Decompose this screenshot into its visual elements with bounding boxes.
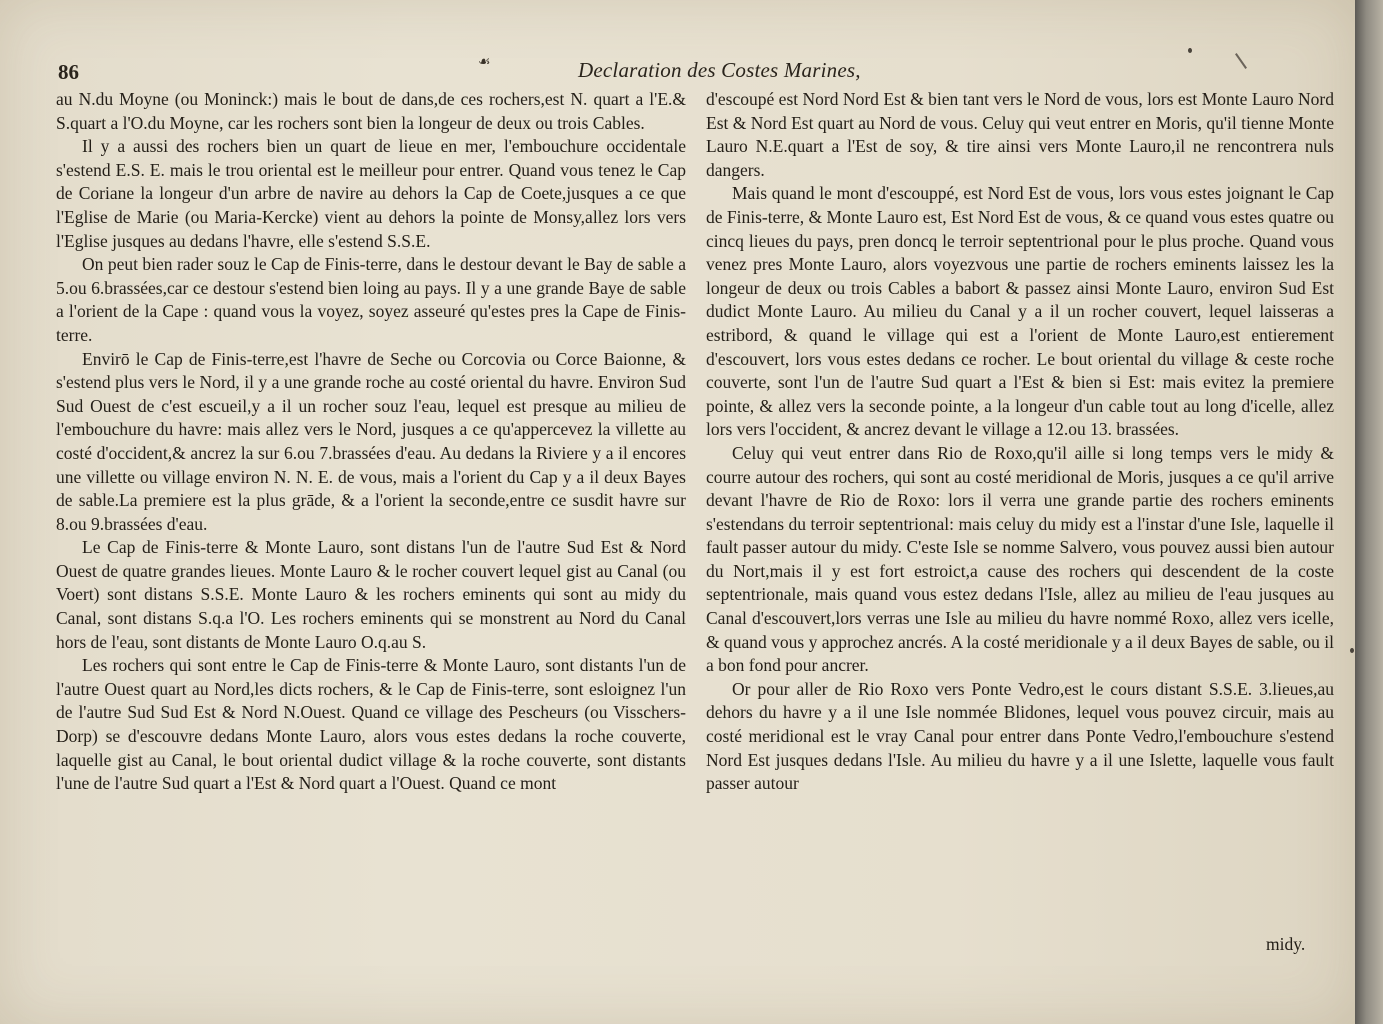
catchword: midy. xyxy=(1266,934,1306,954)
ornament-icon: ☙ xyxy=(478,54,491,70)
paragraph: Le Cap de Finis-terre & Monte Lauro, sont distans l'un de l'autre Sud Est & Nord Ouest de quatre grandes lieues. Monte Lauro & le rocher couvert lequel gist au Canal (ou Voert) sont distans S.S.E. Monte Lauro & les rochers eminents qui sont au midy du Canal, sont distans S.q.a l'O. Les rochers eminents qui se monstrent au Nord du Canal hors de l'eau, sont distants de Monte Lauro O.q.au S. xyxy=(56,537,686,652)
paragraph: d'escoupé est Nord Nord Est & bien tant vers le Nord de vous, lors est Monte Lauro Nord Est & Nord Est quart au Nord de vous. Celuy qui veut entrer en Moris, qu'il tienne Monte Lauro N.E.quart a l'Est de soy, & tire ainsi vers Monte Lauro,il ne rencontrera nuls dangers. xyxy=(706,89,1334,180)
paragraph: On peut bien rader souz le Cap de Finis-terre, dans le destour devant le Bay de sable a 5.ou 6.brassées,car ce destour s'estend bien loing au pays. Il y a une grande Baye de sable a l'orient de la Cape : quand vous la voyez, soyez asseuré qu'estes pres la Cape de Finis-terre. xyxy=(56,254,686,345)
ink-spot-icon xyxy=(1188,48,1192,53)
paragraph: au N.du Moyne (ou Moninck:) mais le bout de dans,de ces rochers,est N. quart a l'E.& S.quart a l'O.du Moyne, car les rochers sont bien la longeur de deux ou trois Cables. xyxy=(56,89,686,133)
ink-spot-icon xyxy=(1350,648,1354,653)
left-text-column xyxy=(56,88,686,796)
running-title: Declaration des Costes Marines, xyxy=(578,58,861,82)
paragraph: Envirō le Cap de Finis-terre,est l'havre de Seche ou Corcovia ou Corce Baionne, & s'estend plus vers le Nord, il y a une grande roche au costé oriental du havre. Environ Sud Sud Ouest de c'est escueil,y a il un rocher souz l'eau, lequel est presque au milieu de l'embouchure du havre: mais allez vers le Nord, jusques a ce qu'appercevez la villette au costé d'occident,& ancrez la sur 6.ou 7.brassées d'eau. Au dedans la Riviere y a il encores une villette ou village environ N. N. E. de vous, mais a l'orient du Cap y a il deux Bayes de sable.La premiere est la plus grāde, & a l'orient la seconde,entre ce susdit havre sur 8.ou 9.brassées d'eau. xyxy=(56,348,686,534)
right-text-column xyxy=(706,88,1334,796)
page-header xyxy=(0,52,1355,86)
page-number: 86 xyxy=(58,60,79,84)
paragraph: Les rochers qui sont entre le Cap de Finis-terre & Monte Lauro, sont distants l'un de l'autre Ouest quart au Nord,les dicts rochers, & le Cap de Finis-terre, sont esloignez l'un de l'autre Sud Sud Est & Nord N.Ouest. Quand ce village des Pescheurs (ou Visschers-Dorp) se d'escouvre dedans Monte Lauro, alors vous estes dedans la roche couverte, laquelle gist au Canal, le bout oriental dudict village & la roche couverte, sont distants l'une de l'autre Sud quart a l'Est & Nord quart a l'Ouest. Quand ce mont xyxy=(56,655,686,794)
paragraph: Or pour aller de Rio Roxo vers Ponte Vedro,est le cours distant S.S.E. 3.lieues,au dehors du havre y a il une Isle nommée Blidones, lequel vous pouvez circuir, mais au costé meridional est le vray Canal pour entrer dans Ponte Vedro,l'embouchure s'estend Nord Est jusques dedans l'Isle. Au milieu du havre y a il une Islette, laquelle vous fault passer autour xyxy=(706,678,1334,794)
page-edge xyxy=(1355,0,1383,1024)
paragraph: Mais quand le mont d'escouppé, est Nord Est de vous, lors vous estes joignant le Cap de Finis-terre, & Monte Lauro est, Est Nord Est de vous, & ce quand vous estes quatre ou cincq lieues du pays, pren doncq le terroir septentrional pour le plus proche. Quand vous venez pres Monte Lauro, alors voyezvous une partie de rochers eminents laissez les la longeur de deux ou trois Cables a babort & passez ainsi Monte Lauro, environ Sud Est dudict Monte Lauro. Au milieu du Canal y a il un rocher couvert, lequel laisseras a estribord, & quand le village qui est a l'orient de Monte Lauro,est entierement d'escouvert, lors vous estes dedans ce rocher. Le bout oriental du village & ceste roche couverte, sont l'un de l'autre Sud quart a l'Est & bien si Est: mais evitez la premiere pointe, & allez vers la seconde pointe, a la longeur d'un cable tout au long d'icelle, allez lors vers l'occident, & ancrez devant le village a 12.ou 13. brassées. xyxy=(706,183,1334,440)
paragraph: Celuy qui veut entrer dans Rio de Roxo,qu'il aille si long temps vers le midy & courre autour des rochers, qui sont au costé meridional de Moris, jusques a ce qu'il arrive devant l'havre de Rio de Roxo: lors il verra une grande partie des rochers eminents s'estendans du terroir septentrional: mais celuy du midy est a l'instar d'une Isle, laquelle il fault passer autour du midy. C'este Isle se nomme Salvero, vous pouvez aussi bien autour du Nort,mais il y est fort estroict,a cause des rochers qui descendent de la coste septentrionale, mais quand vous estez dedans l'Isle, allez au milieu de l'eau jusques au Canal d'escouvert,lors verras une Isle au milieu du havre nommé Roxo, allez vers icelle, & quand vous y approchez ancrés. A la costé meridionale y a il deux Bayes de sable, ou il a bon fond pour ancrer. xyxy=(706,442,1334,676)
paragraph: Il y a aussi des rochers bien un quart de lieue en mer, l'embouchure occidentale s'estend E.S. E. mais le trou oriental est le meilleur pour entrer. Quand vous tenez le Cap de Coriane la longeur d'un arbre de navire au dehors la Cap de Coete,jusques a ce que l'Eglise de Marie (ou Maria-Kercke) vient au dehors la pointe de Monsy,allez lors vers l'Eglise jusques au dedans l'havre, elle s'estend S.S.E. xyxy=(56,136,686,251)
